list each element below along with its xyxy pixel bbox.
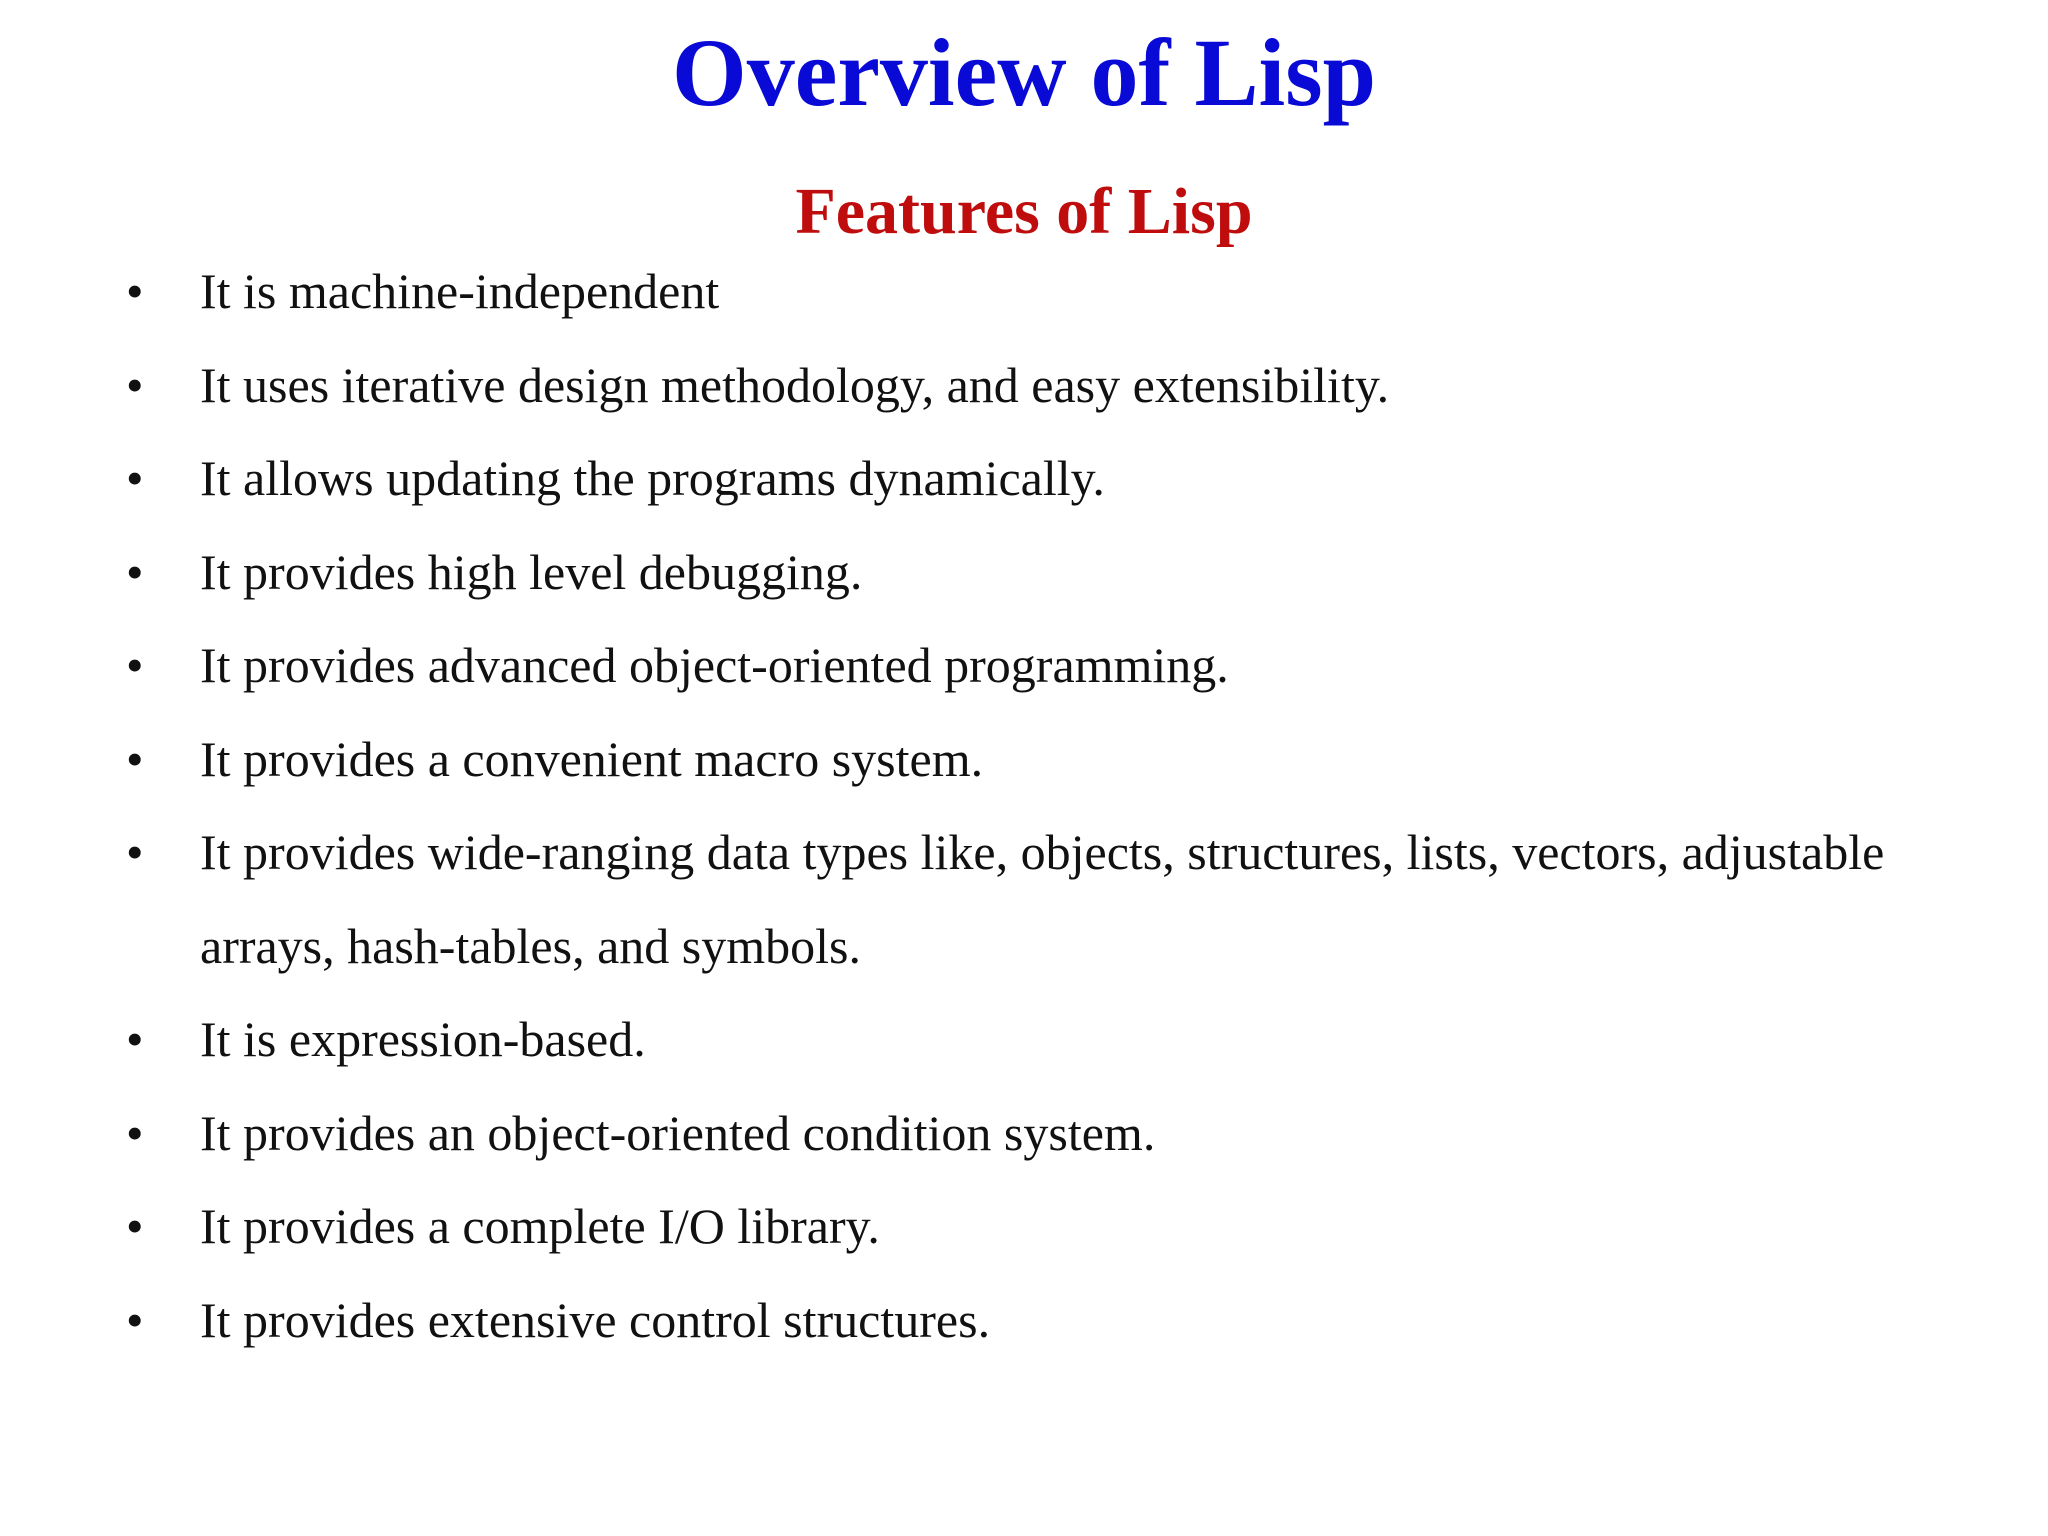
bullet-icon: • [126, 824, 144, 880]
slide-title: Overview of Lisp [672, 19, 1376, 126]
feature-item [0, 526, 2048, 620]
features-list [0, 245, 2048, 1367]
feature-item [0, 993, 2048, 1087]
feature-item [0, 1180, 2048, 1274]
bullet-icon: • [126, 730, 144, 787]
feature-text: It provides an object-oriented condition system. [200, 1104, 1156, 1161]
feature-text: It is machine-independent [200, 263, 720, 319]
feature-item [0, 1274, 2048, 1368]
feature-text: It uses iterative design methodology, and easy extensibility. [200, 356, 1390, 413]
feature-item [0, 245, 2048, 339]
feature-text: It provides a convenient macro system. [200, 730, 984, 787]
bullet-icon: • [126, 543, 144, 600]
feature-text: It allows updating the programs dynamically. [200, 450, 1105, 506]
feature-text: It provides wide-ranging data types like, objects, structures, lists, vectors, adjustable arrays, hash-tables, and symbols. [200, 824, 1885, 974]
feature-item [0, 339, 2048, 433]
feature-text: It provides extensive control structures. [200, 1291, 991, 1348]
bullet-icon: • [126, 450, 144, 506]
feature-item [0, 806, 2048, 993]
feature-item [0, 432, 2048, 526]
feature-text: It is expression-based. [200, 1011, 646, 1067]
bullet-icon: • [126, 263, 144, 319]
feature-item [0, 619, 2048, 713]
feature-item [0, 1087, 2048, 1181]
feature-item [0, 713, 2048, 807]
feature-text: It provides advanced object-oriented programming. [200, 637, 1229, 693]
feature-text: It provides a complete I/O library. [200, 1198, 880, 1254]
slide-subtitle: Features of Lisp [795, 175, 1253, 248]
bullet-icon: • [126, 1198, 144, 1254]
bullet-icon: • [126, 1104, 144, 1161]
bullet-icon: • [126, 356, 144, 413]
bullet-icon: • [126, 637, 144, 693]
bullet-icon: • [126, 1291, 144, 1348]
bullet-icon: • [126, 1011, 144, 1067]
feature-text: It provides high level debugging. [200, 543, 863, 600]
